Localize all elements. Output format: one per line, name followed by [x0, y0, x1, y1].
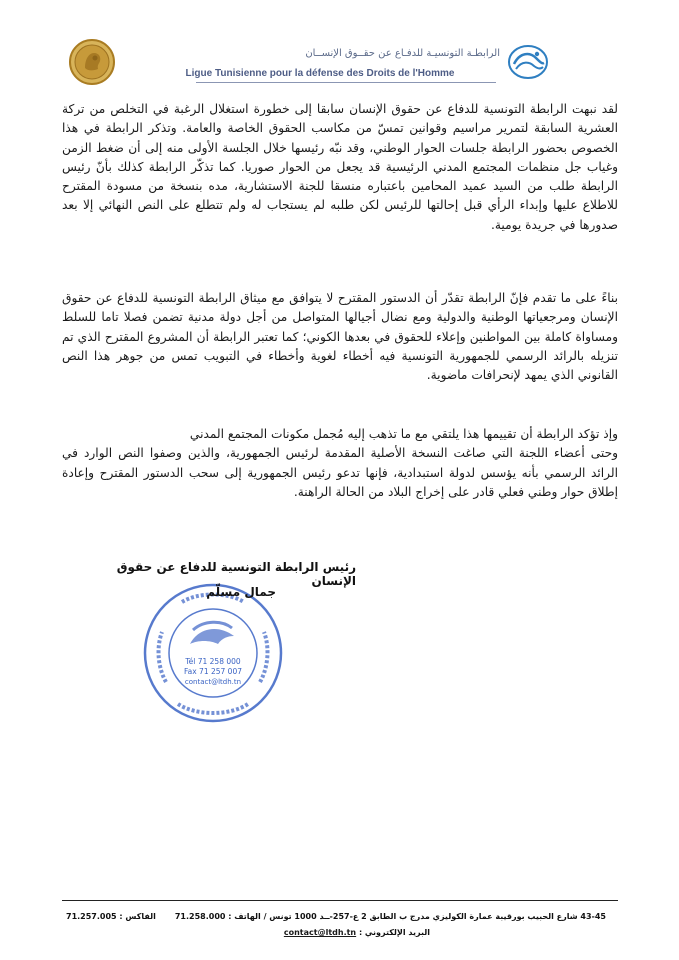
paragraph-3	[62, 425, 618, 502]
ltdh-logo-icon	[506, 42, 550, 82]
footer-divider	[62, 900, 618, 901]
stamp-fax: Fax 71 257 007	[184, 667, 242, 676]
signatory-title: رئيس الرابطة التونسية للدفاع عن حقوق الإنسان	[116, 560, 356, 588]
footer-email-label: البريد الإلكتروني :	[358, 928, 430, 937]
footer-email-line	[230, 928, 430, 937]
org-name-french: Ligue Tunisienne pour la défense des Droits de l'Homme	[185, 68, 455, 79]
header-divider	[196, 82, 496, 83]
letterhead	[60, 22, 540, 87]
paragraph-2: بناءً على ما تقدم فإنّ الرابطة تقدّر أن الدستور المقترح لا يتوافق مع ميثاق الرابطة التونسية للدفاع عن حقوق الإنسان ومرجعياتها الوطنية والدولية ومع نضال أجيالها المتواصل من أجل دولة مدنية تضمن فصلا تاما للسلط ومساواة كاملة بين المواطنين وإعلاء للحقوق في بعدها الكوني؛ كما تعتبر الرابطة أن المشروع المقترح الذي تم تنزيله بالرائد الرسمي للجمهورية التونسية فيه أخطاء لغوية وأخطاء في التبويب تمس من جوهر هذا النص القانوني الذي يمهد لإنحرافات ماضوية.	[62, 291, 618, 383]
paragraph-3-first-line: وإذ تؤكد الرابطة أن تقييمها هذا يلتقي مع ما تذهب إليه مُجمل مكونات المجتمع المدني	[189, 427, 618, 441]
medal-logo-icon	[68, 38, 116, 86]
stamp-tel: Tél 71 258 000	[185, 657, 241, 666]
footer-address: 43-45 شارع الحبيب بورقيبة عمارة الكوليزي مدرج ب الطابق 2 ع-257-ــد 1000 تونس / الهاتف : 71.258.000	[174, 912, 606, 921]
org-name-arabic: الرابطـة التونسيـة للدفـاع عن حقــوق الإنســان	[305, 48, 500, 59]
paragraph-3-rest: وحتى أعضاء اللجنة التي صاغت النسخة الأصلية المقدمة لرئيس الجمهورية، والذين وصفوا النص الوارد في الرائد الرسمي بأنه يؤسس لدولة استبدادية، فإنها تدعو رئيس الجمهورية إلى سحب الدستور المقترح وإعادة إطلاق حوار وطني فعلي قادر على إخراج البلاد من الحالة الراهنة.	[62, 446, 618, 499]
official-stamp	[138, 578, 288, 728]
paragraph-1: لقد نبهت الرابطة التونسية للدفاع عن حقوق الإنسان سابقا إلى خطورة استغلال الرغبة في التخلص من تركة العشرية السابقة لتمرير مراسيم وقوانين تمسّ من مكاسب الحقوق الخاصة والعامة. وتذكر الرابطة في هذا الخصوص بحضور الرابطة جلسات الحوار الوطني، وقد نبّه رئيسها خلال الجلسة الأولى منه إلى أن ضغط الزمن وغياب جل منظمات المجتمع المدني الرئيسية قد يجعل من الحوار صوريا. كما تذكّر الرابطة كذلك بأنّ رئيس الرابطة طلب من السيد عميد المحامين باعتباره منسقا للجنة الاستشارية، مده بنسخة من مسودة المقترح للاطلاع عليها وإبداء الرأي قبل إحالتها للرئيس لكن طلبه لم يستجاب له ولم تتطلع على النص النهائي إلا بعد صدورها في جريدة يومية.	[62, 102, 618, 232]
stamp-email: contact@ltdh.tn	[184, 678, 242, 686]
footer-fax: الفاكس : 71.257.005	[66, 912, 156, 921]
footer-email-link[interactable]: contact@ltdh.tn	[283, 928, 357, 937]
signatory-name: جمال مسلّم	[206, 585, 276, 599]
